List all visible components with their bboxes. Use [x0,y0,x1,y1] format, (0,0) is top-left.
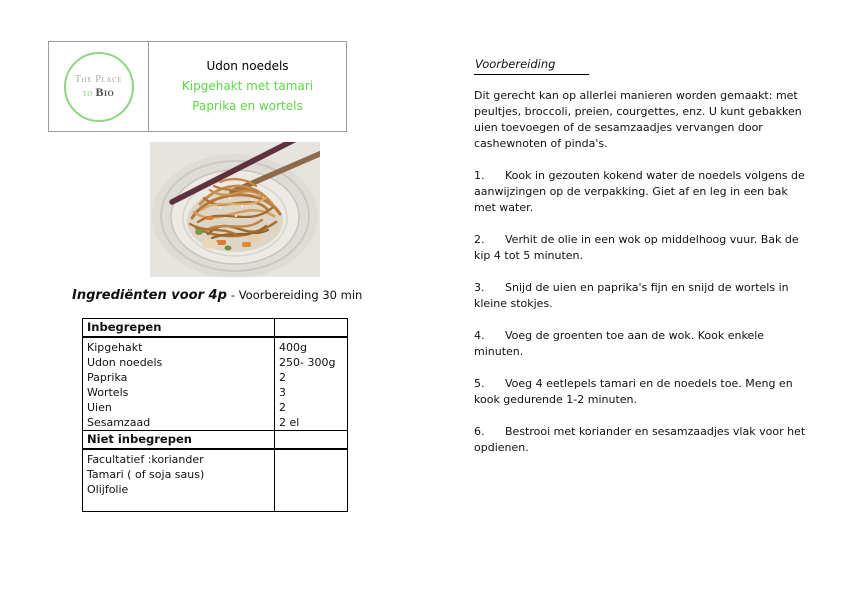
ingredients-heading: Ingrediënten voor 4p [72,288,227,303]
ingredient-qty [275,482,348,512]
table-row [83,449,348,467]
logo-to-text: to [82,88,93,99]
section-header-label: Niet inbegrepen [83,431,275,450]
step-text: Verhit de olie in een wok op middelhoog vuur. Bak de kip 4 tot 5 minuten. [474,233,799,262]
dish-photo-illustration [150,142,320,277]
recipe-title: Udon noedels [206,59,289,73]
ingredients-table [82,318,348,512]
table-row [83,467,348,482]
ingredient-qty [275,467,348,482]
step-number: 5. [474,377,485,390]
preparation-section [474,56,812,472]
ingredient-qty: 2 el [279,416,300,429]
table-section-header-included [83,319,348,338]
prep-time-text: - Voorbereiding 30 min [230,288,363,302]
brand-logo [64,52,134,122]
dish-photo [150,142,320,277]
ingredient-qty: 2 [279,401,286,414]
ingredients-caption [72,288,362,303]
step-number: 6. [474,425,485,438]
table-row [83,337,348,355]
ingredient-name: Facultatief :koriander [83,449,275,467]
ingredient-name: Olijfolie [83,482,275,512]
ingredient-name: Wortels [83,385,275,400]
ingredient-qty: 250- 300g [279,356,336,369]
table-row [83,385,348,400]
ingredient-name: Paprika [83,370,275,385]
preparation-heading: Voorbereiding [474,56,589,75]
recipe-subtitle-1: Kipgehakt met tamari [181,79,314,93]
ingredient-qty: 400g [279,341,307,354]
preparation-step [474,328,812,360]
ingredient-name: Kipgehakt [83,337,275,355]
recipe-title-block [149,42,346,131]
logo-bio-text: Bio [95,85,115,99]
table-row [83,355,348,370]
logo-brand-line2 [83,87,115,99]
ingredient-qty: 2 [279,371,286,384]
step-number: 2. [474,233,485,246]
preparation-step [474,232,812,264]
ingredient-qty [275,449,348,467]
ingredient-name: Tamari ( of soja saus) [83,467,275,482]
step-text: Voeg 4 eetlepels tamari en de noedels toe. Meng en kook gedurende 1-2 minuten. [474,377,793,406]
logo-cell [49,42,149,131]
preparation-step [474,376,812,408]
section-header-qty [275,319,348,338]
step-number: 3. [474,281,485,294]
step-text: Kook in gezouten kokend water de noedels volgens de aanwijzingen op de verpakking. Giet af en leg in een bak met water. [474,169,805,214]
logo-brand-line1: The Place [74,74,123,85]
ingredient-name: Sesamzaad [83,415,275,431]
step-text: Snijd de uien en paprika's fijn en snijd de wortels in kleine stokjes. [474,281,789,310]
ingredient-name: Udon noedels [83,355,275,370]
preparation-step [474,280,812,312]
table-row [83,400,348,415]
section-header-qty [275,431,348,450]
table-row [83,370,348,385]
ingredient-name: Uien [83,400,275,415]
step-text: Bestrooi met koriander en sesamzaadjes vlak voor het opdienen. [474,425,806,454]
ingredient-qty: 3 [279,386,286,399]
preparation-step [474,424,812,456]
section-header-label: Inbegrepen [83,319,275,338]
table-row [83,482,348,512]
recipe-header [48,41,347,132]
preparation-intro: Dit gerecht kan op allerlei manieren worden gemaakt: met peultjes, broccoli, preien, courgettes, enz. U kunt gebakken uien toevoegen of de sesamzaadjes vervangen door cashewnoten of pinda's. [474,89,802,150]
step-text: Voeg de groenten toe aan de wok. Kook enkele minuten. [474,329,765,358]
step-number: 4. [474,329,485,342]
table-row [83,415,348,431]
preparation-step [474,168,812,216]
recipe-subtitle-2: Paprika en wortels [192,99,303,113]
step-number: 1. [474,169,485,182]
table-section-header-excluded [83,431,348,450]
